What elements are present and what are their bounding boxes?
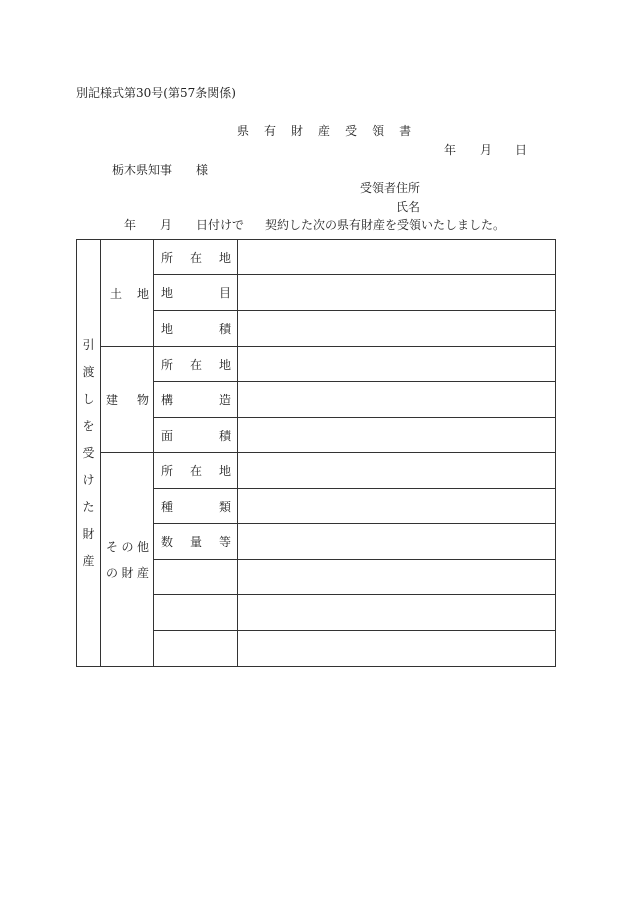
value-cell[interactable] [238,418,556,453]
label-char: 他 [136,539,149,554]
item-quantity [154,524,238,560]
label-char: そ [106,539,119,554]
label-char: 財 [82,526,95,541]
statement-day: 日付けで [196,218,245,232]
item-structure [154,382,238,418]
group-label-building [101,347,154,453]
value-cell[interactable] [238,631,556,667]
date-year: 年 [444,143,457,157]
statement-text: 契約した次の県有財産を受領いたしました。 [265,218,506,232]
value-cell[interactable] [238,595,556,631]
item-char: 構 [161,393,174,407]
label-char: た [82,499,95,514]
item-char: 在 [189,357,202,372]
date-month: 月 [480,143,493,157]
item-floor-area [154,418,238,453]
value-cell[interactable] [238,489,556,524]
item-char: 造 [218,393,231,407]
group-label-other-property [101,453,154,667]
item-char: 在 [189,250,202,265]
item-char: 所 [161,250,174,265]
title-char: 産 [318,124,331,138]
item-location [154,240,238,275]
value-cell[interactable] [238,453,556,489]
item-char: 面 [161,428,174,443]
label-char: 受 [82,445,95,460]
item-char: 地 [218,357,231,372]
item-land-category [154,275,238,311]
honorific: 様 [196,163,209,177]
addressee: 栃木県知事 [112,163,173,177]
item-char: 地 [161,322,174,336]
label-char: を [82,418,95,433]
item-type [154,489,238,524]
item-char: 量 [189,535,202,549]
item-char: 積 [218,322,231,336]
label-char: け [82,472,95,487]
label-char: 土 [110,286,123,301]
label-char: 財 [121,565,134,580]
recipient-name-label: 氏名 [396,200,421,214]
item-char: 所 [161,357,174,372]
value-cell[interactable] [238,524,556,560]
date-day: 日 [515,143,528,157]
title-char: 財 [291,124,304,138]
item-char: 在 [189,464,202,478]
statement-year: 年 [124,218,137,232]
statement-month: 月 [160,218,173,232]
property-table [76,239,556,667]
item-char: 数 [161,535,174,549]
title-char: 受 [345,124,358,138]
title-char: 有 [264,124,277,138]
received-property-label [77,240,101,667]
title-char: 県 [237,124,250,138]
item-char: 所 [161,464,174,478]
item-char: 地 [218,464,231,478]
value-cell[interactable] [238,347,556,382]
item-land-area [154,311,238,347]
title-char: 領 [372,124,385,138]
item-blank [154,560,238,595]
group-label-land [101,240,154,347]
form-number: 別記様式第30号(第57条関係) [76,86,236,100]
value-cell[interactable] [238,240,556,275]
label-char: の [106,565,119,580]
item-char: 積 [218,428,231,443]
title-char: 書 [399,124,412,138]
item-char: 目 [218,286,231,300]
document-title [237,122,411,139]
item-location [154,453,238,489]
label-char: 物 [136,393,149,407]
item-char: 地 [218,250,231,265]
statement-line [124,216,524,232]
value-cell[interactable] [238,275,556,311]
value-cell[interactable] [238,560,556,595]
label-char: 産 [82,553,95,568]
item-blank [154,595,238,631]
item-char: 地 [161,286,174,300]
label-char: の [121,539,134,554]
value-cell[interactable] [238,311,556,347]
recipient-address-label: 受領者住所 [360,181,421,195]
label-char: 産 [136,565,149,580]
label-char: 引 [82,337,95,352]
item-location [154,347,238,382]
value-cell[interactable] [238,382,556,418]
item-char: 類 [218,499,231,514]
item-blank [154,631,238,667]
label-char: 建 [106,393,119,407]
label-char: 渡 [82,364,95,379]
label-char: し [82,391,95,406]
item-char: 等 [218,535,231,549]
label-char: 地 [136,286,149,301]
item-char: 種 [161,499,174,514]
